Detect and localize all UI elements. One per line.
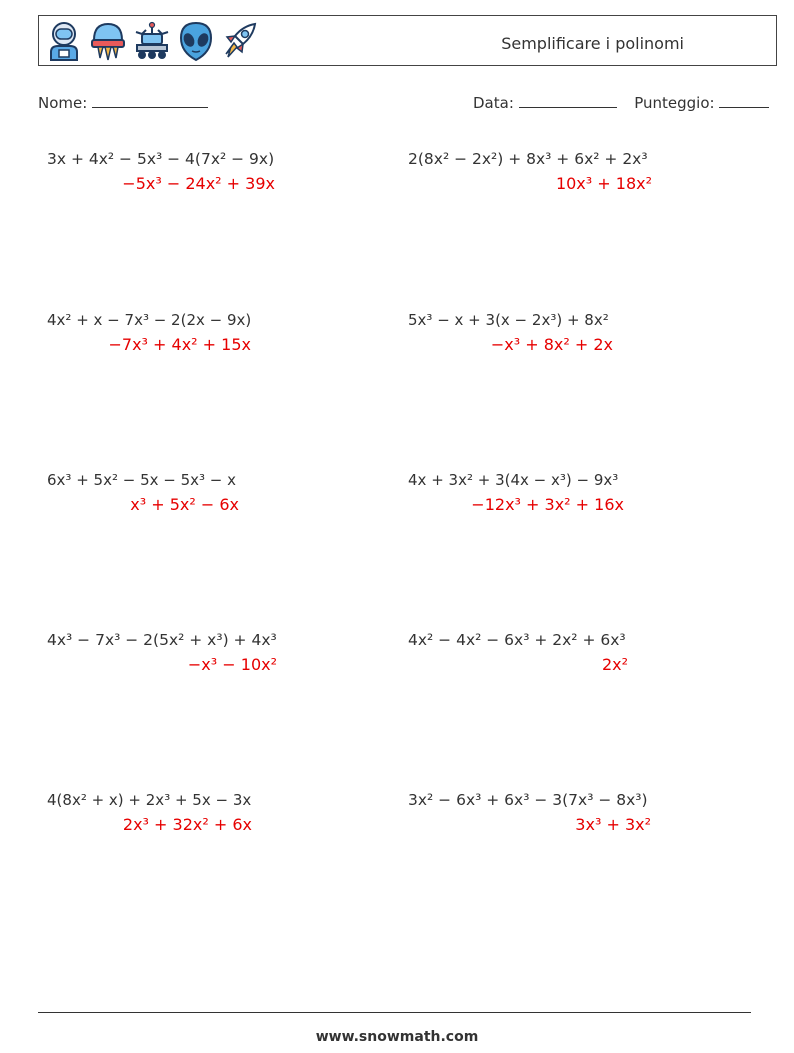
worksheet-title: Semplificare i polinomi [501,34,684,53]
problem-answer: −12x³ + 3x² + 16x [471,495,624,514]
problem-answer: −7x³ + 4x² + 15x [108,335,251,354]
problem-3 [47,311,251,354]
problem-question: 4x² + x − 7x³ − 2(2x − 9x) [47,311,252,329]
header-icons [45,20,259,64]
problem-4 [408,311,613,354]
problem-6 [408,471,624,514]
footer-url[interactable]: www.snowmath.com [315,1029,479,1045]
rocket-icon [221,20,259,62]
date-score-fields [473,93,769,112]
problem-question: 4x³ − 7x³ − 2(5x² + x³) + 4x³ [47,631,277,649]
problem-question: 2(8x² − 2x²) + 8x³ + 6x² + 2x³ [408,150,648,168]
problem-answer: −x³ − 10x² [187,655,277,674]
problem-question: 6x³ + 5x² − 5x − 5x³ − x [47,471,237,489]
problem-2 [408,150,652,193]
score-blank[interactable] [719,93,769,108]
footer-divider [38,1012,751,1013]
problem-1 [47,150,275,193]
problem-question: 5x³ − x + 3(x − 2x³) + 8x² [408,311,609,329]
problem-question: 3x + 4x² − 5x³ − 4(7x² − 9x) [47,150,275,168]
problem-answer: 2x³ + 32x² + 6x [122,815,252,834]
problem-answer: 3x³ + 3x² [575,815,651,834]
problem-question: 3x² − 6x³ + 6x³ − 3(7x³ − 8x³) [408,791,648,809]
spaceship-icon [89,20,127,62]
problem-question: 4(8x² + x) + 2x³ + 5x − 3x [47,791,252,809]
name-blank[interactable] [92,93,208,108]
problem-answer: −5x³ − 24x² + 39x [122,174,275,193]
problem-5 [47,471,239,514]
problem-answer: −x³ + 8x² + 2x [490,335,613,354]
problem-question: 4x² − 4x² − 6x³ + 2x² + 6x³ [408,631,626,649]
problem-answer: 10x³ + 18x² [555,174,652,193]
name-label: Nome: [38,94,88,112]
problem-answer: x³ + 5x² − 6x [130,495,239,514]
problem-10 [408,791,651,834]
problem-answer: 2x² [601,655,628,674]
score-label: Punteggio: [634,94,715,112]
problem-7 [47,631,277,674]
date-blank[interactable] [519,93,617,108]
rover-icon [133,20,171,62]
problem-8 [408,631,628,674]
problem-9 [47,791,252,834]
problem-question: 4x + 3x² + 3(4x − x³) − 9x³ [408,471,619,489]
name-field [38,93,208,112]
alien-icon [177,20,215,62]
astronaut-icon [45,20,83,62]
date-label: Data: [473,94,514,112]
worksheet-header [38,15,777,66]
